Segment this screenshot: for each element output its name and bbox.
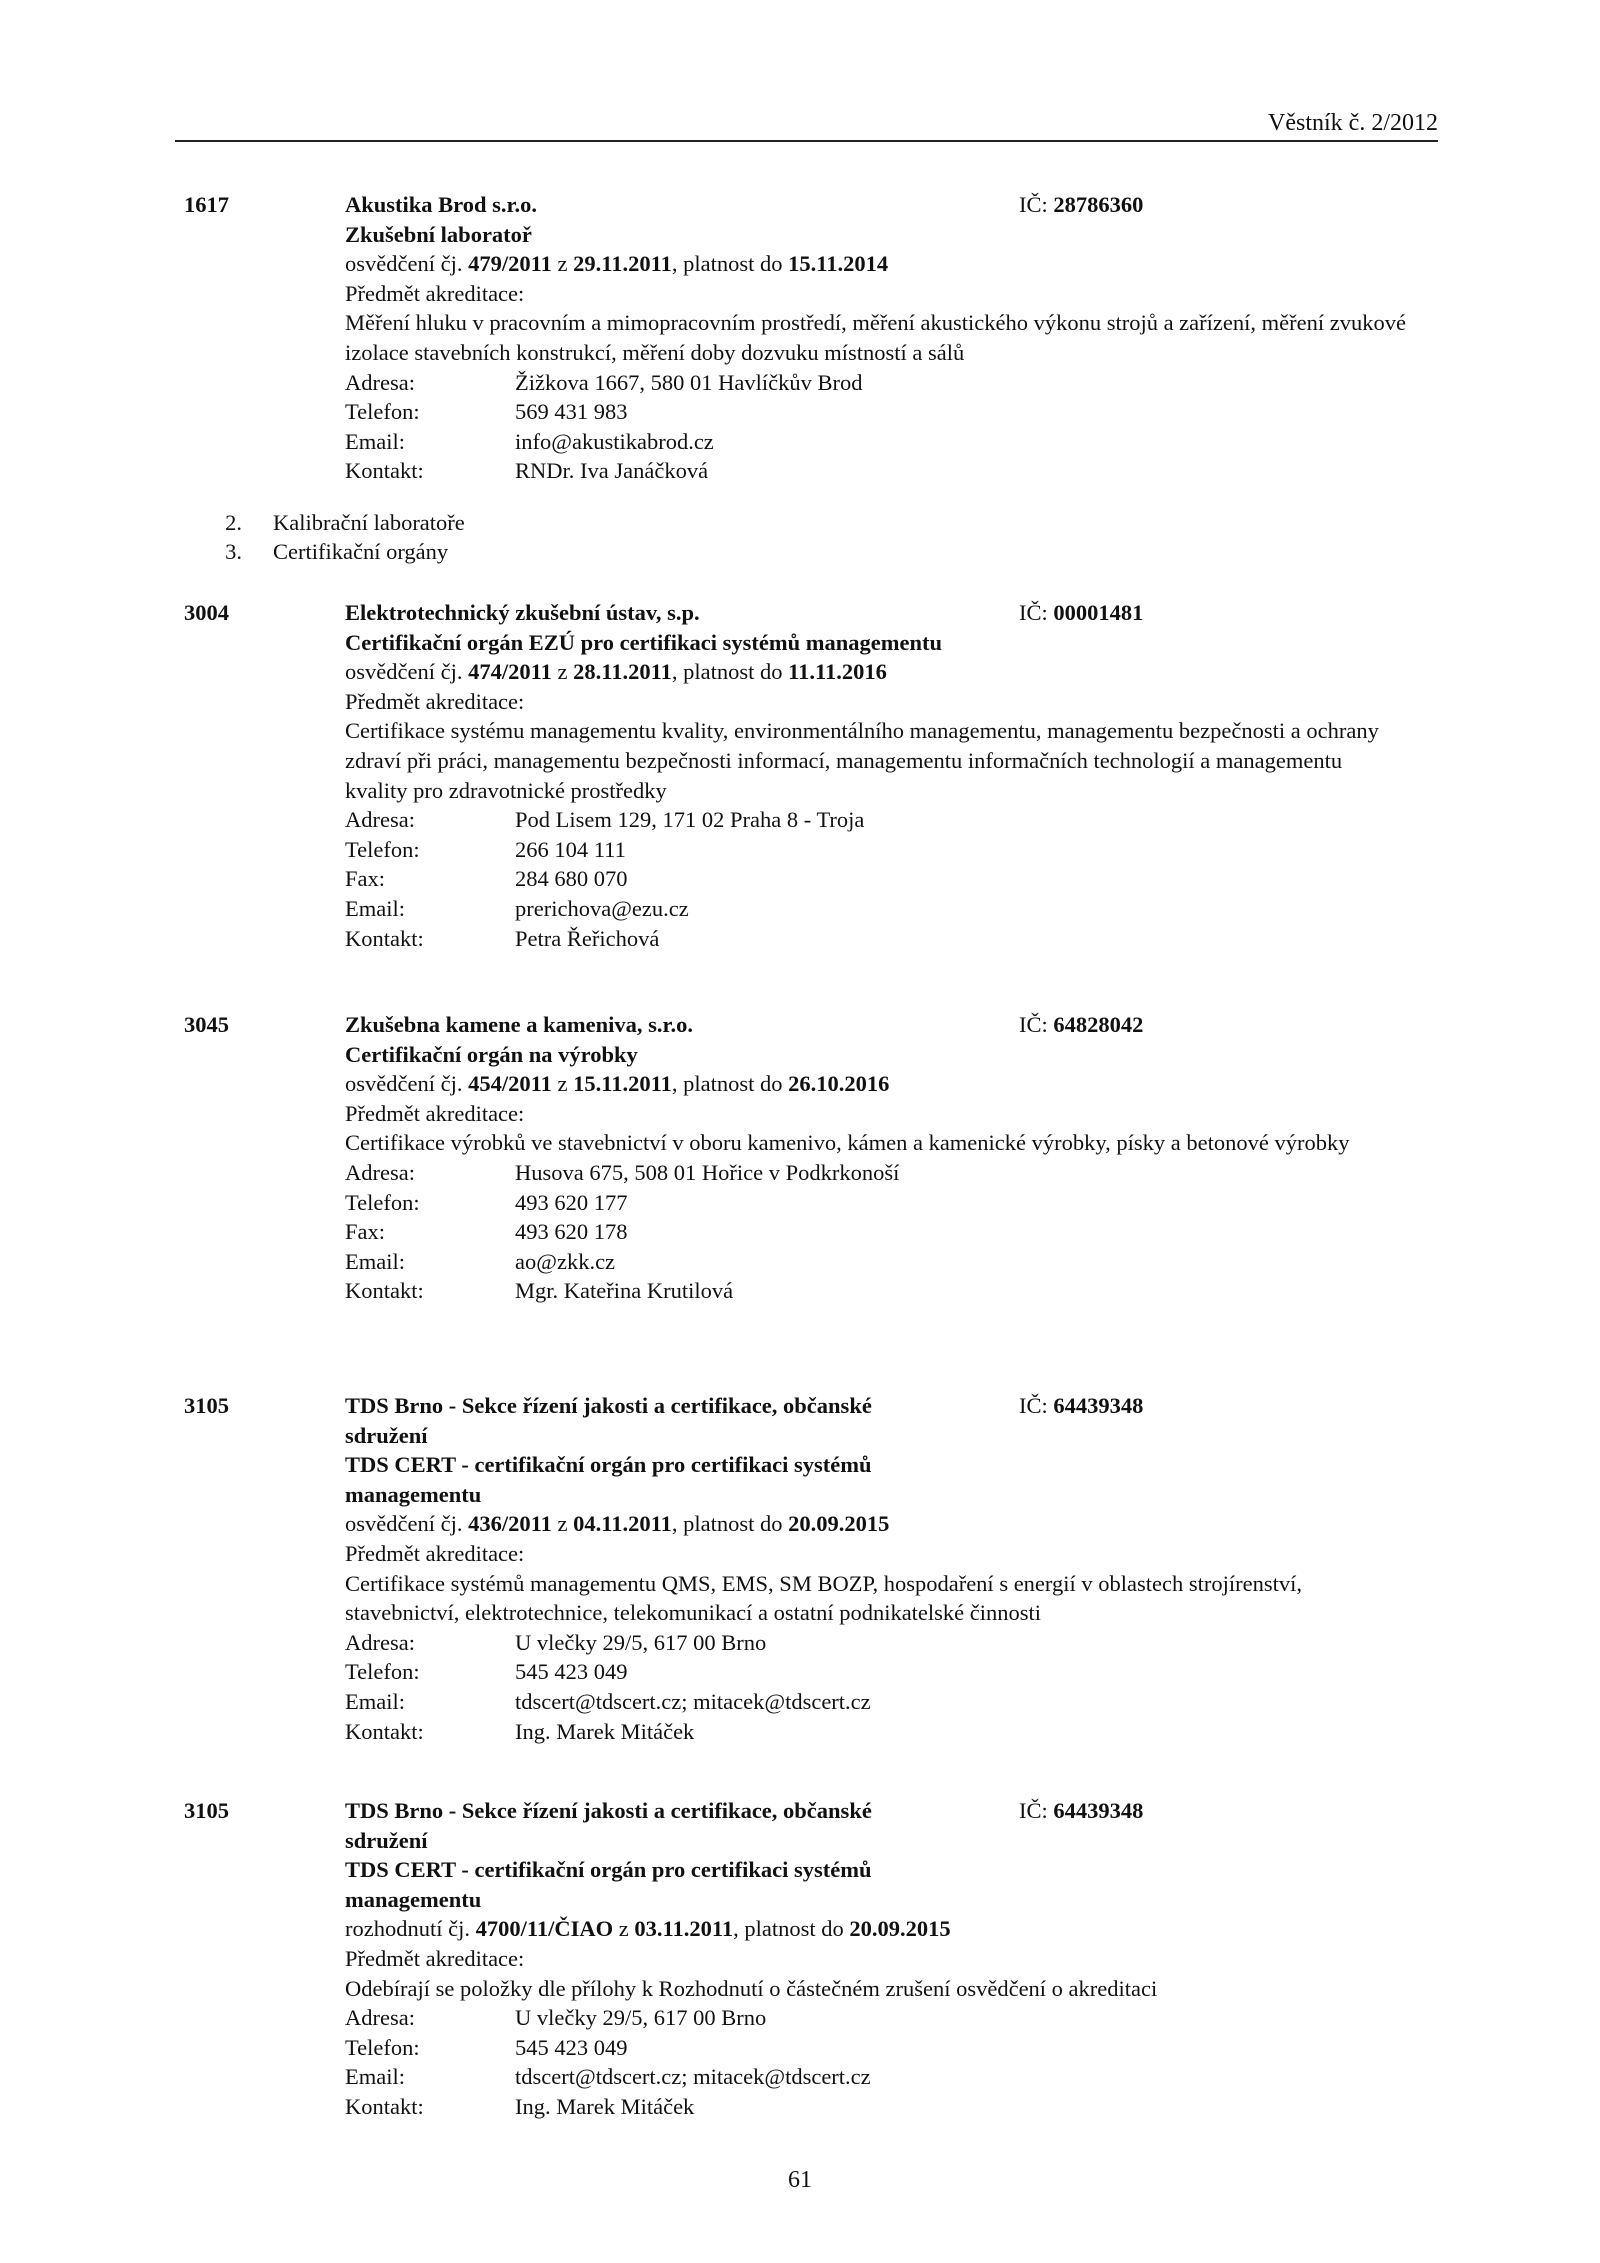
- contact-value: 266 104 111: [515, 836, 626, 862]
- contact-key: Kontakt:: [345, 1278, 424, 1304]
- contact-row: [345, 924, 1420, 954]
- organization-name: Akustika Brod s.r.o.: [345, 192, 537, 217]
- certificate-number: 436/2011: [468, 1511, 552, 1537]
- contact-row: [345, 894, 1420, 924]
- certificate-prefix: rozhodnutí čj.: [345, 1916, 476, 1942]
- contact-key: Email:: [345, 428, 405, 454]
- contact-key: Telefon:: [345, 1189, 420, 1215]
- subject-text: Certifikace systému managementu kvality, environmentálního managementu, managementu bezpečnosti a ochrany zdraví při práci, managementu bezpečnosti informací, managementu informačních technologií a managementu kvality pro zdravotnické prostředky: [345, 718, 1379, 803]
- subject-label: Předmět akreditace:: [345, 688, 525, 714]
- contact-value: 493 620 178: [515, 1219, 628, 1245]
- certificate-number: 474/2011: [468, 659, 552, 685]
- entry-number: 3105: [184, 1393, 229, 1418]
- contact-value: Husova 675, 508 01 Hořice v Podkrkonoší: [515, 1159, 900, 1185]
- certificate-line: [345, 657, 1420, 687]
- certificate-z: z: [613, 1916, 635, 1942]
- contact-key: Kontakt:: [345, 2093, 424, 2119]
- certificate-valid-date: 20.09.2015: [788, 1511, 890, 1537]
- organization-name: TDS Brno - Sekce řízení jakosti a certifikace, občanské sdružení: [345, 1393, 872, 1448]
- contact-key: Telefon:: [345, 2034, 420, 2060]
- page-header: [175, 108, 1438, 142]
- unit-name: Certifikační orgán EZÚ pro certifikaci systémů managementu: [345, 629, 943, 655]
- certificate-z: z: [551, 251, 574, 277]
- contact-value: U vlečky 29/5, 617 00 Brno: [515, 2005, 767, 2031]
- certificate-valid-date: 20.09.2015: [849, 1916, 951, 1942]
- entry-body: [345, 1391, 1420, 1746]
- ico-value: 64439348: [1053, 1393, 1144, 1418]
- contact-value: Mgr. Kateřina Krutilová: [515, 1278, 734, 1304]
- contact-value: prerichova@ezu.cz: [515, 895, 689, 921]
- ico-label: IČ:: [1019, 1393, 1054, 1418]
- unit-name: Zkušební laboratoř: [345, 221, 532, 247]
- section-number: 2.: [225, 510, 242, 535]
- certificate-date: 15.11.2011: [573, 1071, 672, 1097]
- certificate-z: z: [551, 1071, 574, 1097]
- certificate-valid-label: , platnost do: [671, 1511, 789, 1537]
- contact-row: [345, 397, 1420, 427]
- entry-number: 3105: [184, 1798, 229, 1823]
- certificate-prefix: osvědčení čj.: [345, 659, 469, 685]
- contact-key: Fax:: [345, 1219, 386, 1245]
- unit-name: Certifikační orgán na výrobky: [345, 1041, 638, 1067]
- certificate-number: 479/2011: [468, 251, 552, 277]
- bulletin-title: Věstník č. 2/2012: [1268, 110, 1438, 136]
- certificate-z: z: [551, 1511, 574, 1537]
- contact-key: Adresa:: [345, 1159, 415, 1185]
- section-number: 3.: [225, 539, 242, 564]
- entry-body: [345, 190, 1420, 486]
- certificate-date: 28.11.2011: [573, 659, 672, 685]
- contact-value: Žižkova 1667, 580 01 Havlíčkův Brod: [515, 369, 863, 395]
- contact-value: Petra Řeřichová: [515, 925, 660, 951]
- certificate-valid-label: , platnost do: [671, 659, 789, 685]
- ico-label: IČ:: [1019, 1798, 1054, 1823]
- contact-key: Email:: [345, 1248, 405, 1274]
- certificate-prefix: osvědčení čj.: [345, 251, 469, 277]
- contact-key: Adresa:: [345, 369, 415, 395]
- certificate-valid-label: , platnost do: [671, 251, 789, 277]
- contact-value: RNDr. Iva Janáčková: [515, 458, 709, 484]
- ico-label: IČ:: [1019, 192, 1054, 217]
- contact-key: Adresa:: [345, 2005, 415, 2031]
- contact-row: [345, 456, 1420, 486]
- contact-row: [345, 1276, 1420, 1306]
- entry-number: 3004: [184, 600, 229, 625]
- ico-value: 64439348: [1053, 1798, 1144, 1823]
- contact-key: Telefon:: [345, 399, 420, 425]
- contact-row: [345, 805, 1420, 835]
- certificate-date: 03.11.2011: [634, 1916, 734, 1942]
- contact-row: [345, 427, 1420, 457]
- unit-name: TDS CERT - certifikační orgán pro certifikaci systémů managementu: [345, 1452, 872, 1507]
- contact-row: [345, 1717, 1420, 1747]
- certificate-line: [345, 1914, 1420, 1944]
- ico-value: 00001481: [1053, 600, 1144, 625]
- unit-name: TDS CERT - certifikační orgán pro certifikaci systémů managementu: [345, 1857, 872, 1912]
- contact-row: [345, 1628, 1420, 1658]
- certificate-number: 454/2011: [468, 1071, 552, 1097]
- contact-row: [345, 2033, 1420, 2063]
- contact-value: 545 423 049: [515, 1659, 628, 1685]
- certificate-valid-label: , platnost do: [733, 1916, 850, 1942]
- contact-row: [345, 1188, 1420, 1218]
- contact-value: Pod Lisem 129, 171 02 Praha 8 - Troja: [515, 807, 865, 833]
- subject-label: Předmět akreditace:: [345, 1540, 525, 1566]
- subject-text: Certifikace výrobků ve stavebnictví v oboru kamenivo, kámen a kamenické výrobky, písky a betonové výrobky: [345, 1130, 1350, 1156]
- subject-label: Předmět akreditace:: [345, 1100, 525, 1126]
- certificate-valid-date: 26.10.2016: [788, 1071, 890, 1097]
- contact-row: [345, 1247, 1420, 1277]
- subject-label: Předmět akreditace:: [345, 1945, 525, 1971]
- contact-row: [345, 864, 1420, 894]
- contact-row: [345, 2092, 1420, 2122]
- subject-text: Certifikace systémů managementu QMS, EMS, SM BOZP, hospodaření s energií v oblastech strojírenství, stavebnictví, elektrotechnice, telekomunikací a ostatní podnikatelské činnosti: [345, 1570, 1302, 1626]
- certificate-date: 04.11.2011: [573, 1511, 672, 1537]
- contact-key: Email:: [345, 2064, 405, 2090]
- section-label: Kalibrační laboratoře: [273, 510, 465, 535]
- contact-value: tdscert@tdscert.cz; mitacek@tdscert.cz: [515, 2064, 871, 2090]
- certificate-z: z: [551, 659, 574, 685]
- entry-number: 1617: [184, 192, 229, 217]
- contact-row: [345, 368, 1420, 398]
- contact-key: Adresa:: [345, 1629, 415, 1655]
- contact-value: 284 680 070: [515, 866, 628, 892]
- contact-value: 545 423 049: [515, 2034, 628, 2060]
- entry-number: 3045: [184, 1012, 229, 1037]
- contact-value: U vlečky 29/5, 617 00 Brno: [515, 1629, 767, 1655]
- contact-row: [345, 1657, 1420, 1687]
- ico-label: IČ:: [1019, 1012, 1054, 1037]
- subject-text: Odebírají se položky dle přílohy k Rozhodnutí o částečném zrušení osvědčení o akreditaci: [345, 1975, 1158, 2001]
- contact-key: Kontakt:: [345, 925, 424, 951]
- contact-value: Ing. Marek Mitáček: [515, 2093, 695, 2119]
- contact-row: [345, 835, 1420, 865]
- certificate-valid-label: , platnost do: [671, 1071, 789, 1097]
- certificate-prefix: osvědčení čj.: [345, 1071, 469, 1097]
- contact-value: ao@zkk.cz: [515, 1248, 616, 1274]
- organization-name: Elektrotechnický zkušební ústav, s.p.: [345, 600, 700, 625]
- page-number: 61: [788, 2167, 812, 2193]
- contact-value: info@akustikabrod.cz: [515, 428, 714, 454]
- subject-text: Měření hluku v pracovním a mimopracovním prostředí, měření akustického výkonu strojů a zařízení, měření zvukové izolace stavebních konstrukcí, měření doby dozvuku místností a sálů: [345, 310, 1406, 365]
- contact-row: [345, 2003, 1420, 2033]
- ico-value: 64828042: [1053, 1012, 1144, 1037]
- contact-key: Adresa:: [345, 807, 415, 833]
- contact-row: [345, 1158, 1420, 1188]
- contact-key: Kontakt:: [345, 1718, 424, 1744]
- certificate-valid-date: 11.11.2016: [788, 659, 887, 685]
- ico-label: IČ:: [1019, 600, 1054, 625]
- entry-body: [345, 1010, 1420, 1306]
- certificate-number: 4700/11/ČIAO: [475, 1916, 614, 1942]
- subject-label: Předmět akreditace:: [345, 280, 525, 306]
- contact-row: [345, 2062, 1420, 2092]
- certificate-date: 29.11.2011: [573, 251, 672, 277]
- contact-key: Email:: [345, 1688, 405, 1714]
- contact-key: Fax:: [345, 866, 386, 892]
- certificate-line: [345, 1069, 1420, 1099]
- entry-body: [345, 598, 1420, 953]
- contact-value: 493 620 177: [515, 1189, 628, 1215]
- certificate-prefix: osvědčení čj.: [345, 1511, 469, 1537]
- contact-row: [345, 1687, 1420, 1717]
- organization-name: Zkušebna kamene a kameniva, s.r.o.: [345, 1012, 693, 1037]
- section-label: Certifikační orgány: [273, 539, 449, 564]
- certificate-line: [345, 249, 1420, 279]
- contact-key: Email:: [345, 895, 405, 921]
- contact-value: tdscert@tdscert.cz; mitacek@tdscert.cz: [515, 1688, 871, 1714]
- contact-key: Telefon:: [345, 1659, 420, 1685]
- contact-row: [345, 1217, 1420, 1247]
- entry-body: [345, 1796, 1420, 2122]
- contact-value: Ing. Marek Mitáček: [515, 1718, 695, 1744]
- contact-key: Telefon:: [345, 836, 420, 862]
- ico-value: 28786360: [1053, 192, 1144, 217]
- certificate-valid-date: 15.11.2014: [788, 251, 889, 277]
- contact-key: Kontakt:: [345, 458, 424, 484]
- contact-value: 569 431 983: [515, 399, 628, 425]
- organization-name: TDS Brno - Sekce řízení jakosti a certifikace, občanské sdružení: [345, 1798, 872, 1853]
- certificate-line: [345, 1509, 1420, 1539]
